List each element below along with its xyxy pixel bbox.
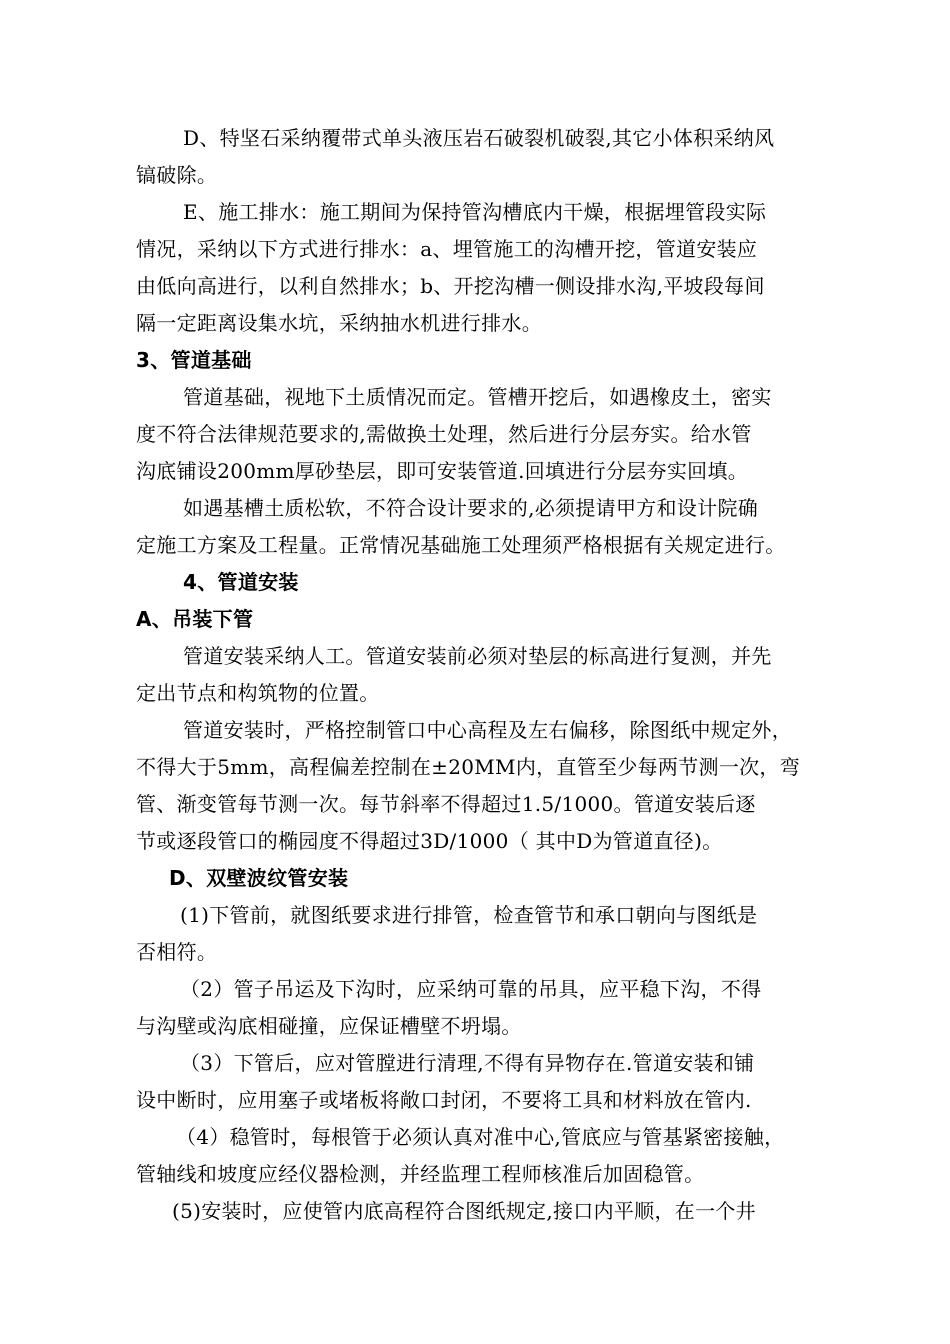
text-line: 管道安装时，严格控制管口中心高程及左右偏移，除图纸中规定外， bbox=[183, 718, 792, 742]
subsection-heading: D、双壁波纹管安装 bbox=[169, 866, 349, 890]
text-line: 隔一定距离设集水坑，采纳抽水机进行排水。 bbox=[136, 311, 542, 335]
text-line: 管轴线和坡度应经仪器检测，并经监理工程师核准后加固稳管。 bbox=[136, 1162, 705, 1186]
text-line: (1)下管前，就图纸要求进行排管，检查管节和承口朝向与图纸是 bbox=[180, 903, 758, 927]
text-line: 设中断时，应用塞子或堵板将敞口封闭，不要将工具和材料放在管内. bbox=[136, 1088, 752, 1112]
text-line: 如遇基槽土质松软，不符合设计要求的,必须提请甲方和设计院确 bbox=[183, 496, 759, 520]
subsection-heading: A、吊装下管 bbox=[136, 607, 254, 631]
section-heading: 4、管道安装 bbox=[183, 570, 299, 594]
text-line: 镐破除。 bbox=[136, 163, 218, 187]
section-heading: 3、管道基础 bbox=[136, 348, 252, 372]
text-line: （3）下管后，应对管膛进行清理,不得有异物存在.管道安装和铺 bbox=[180, 1051, 755, 1075]
text-line: E、施工排水：施工期间为保持管沟槽底内干燥，根据埋管段实际 bbox=[183, 200, 767, 224]
text-line: 不得大于5mm，高程偏差控制在±20MM内，直管至少每两节测一次，弯 bbox=[136, 755, 801, 779]
text-line: 管道基础，视地下土质情况而定。管槽开挖后，如遇橡皮土，密实 bbox=[183, 385, 772, 409]
text-line: （2）管子吊运及下沟时，应采纳可靠的吊具，应平稳下沟，不得 bbox=[180, 977, 762, 1001]
text-line: D、特坚石采纳覆带式单头液压岩石破裂机破裂,其它小体积采纳风 bbox=[183, 126, 775, 150]
text-line: (5)安装时，应使管内底高程符合图纸规定,接口内平顺，在一个井 bbox=[172, 1199, 756, 1223]
text-line: 由低向高进行，以利自然排水；b、开挖沟槽一侧设排水沟,平坡段每间 bbox=[136, 274, 765, 298]
text-line: 与沟壁或沟底相碰撞，应保证槽壁不坍塌。 bbox=[136, 1014, 522, 1038]
text-line: 管道安装采纳人工。管道安装前必须对垫层的标高进行复测，并先 bbox=[183, 644, 772, 668]
text-line: （4）稳管时，每根管于必须认真对准中心,管底应与管基紧密接触， bbox=[176, 1125, 785, 1149]
text-line: 情况，采纳以下方式进行排水：a、埋管施工的沟槽开挖，管道安装应 bbox=[136, 237, 758, 261]
text-line: 否相符。 bbox=[136, 940, 218, 964]
text-line: 沟底铺设200mm厚砂垫层，即可安装管道.回填进行分层夯实回填。 bbox=[136, 459, 749, 483]
text-line: 度不符合法律规范要求的,需做换土处理，然后进行分层夯实。给水管 bbox=[136, 422, 752, 446]
text-line: 定出节点和构筑物的位置。 bbox=[136, 681, 380, 705]
text-line: 节或逐段管口的椭园度不得超过3D/1000（ 其中D为管道直径)。 bbox=[136, 829, 723, 853]
text-line: 管、渐变管每节测一次。每节斜率不得超过1.5/1000。管道安装后逐 bbox=[136, 792, 756, 816]
text-line: 定施工方案及工程量。正常情况基础施工处理须严格根据有关规定进行。 bbox=[136, 533, 786, 557]
